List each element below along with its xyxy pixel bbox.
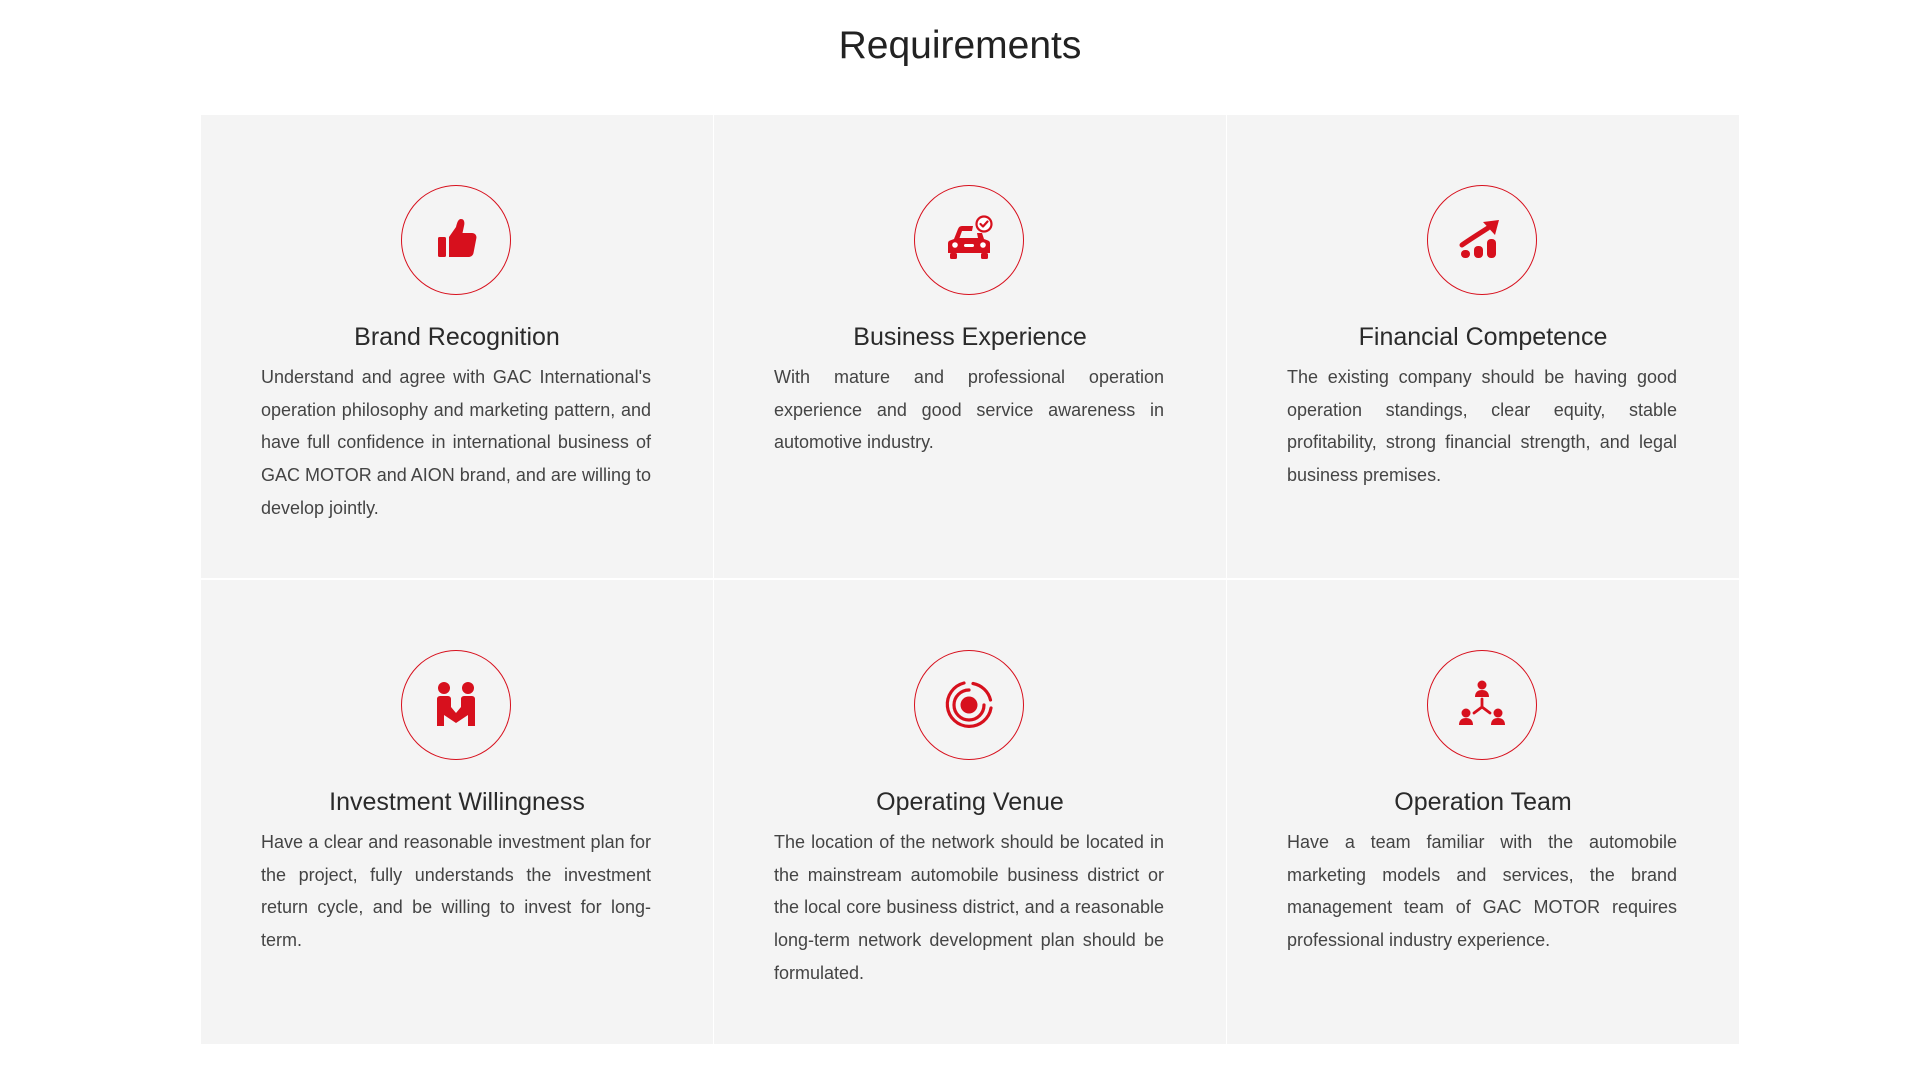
card-description: With mature and professional operation experience and good service awareness in automotive industry. [774,367,1164,453]
growth-chart-icon [1427,185,1537,295]
card-title: Operating Venue [876,788,1064,816]
card-financial-competence [1227,115,1739,578]
card-business-experience [714,115,1226,578]
card-description: Have a team familiar with the automobile marketing models and services, the brand management team of GAC MOTOR requires professional industry experience. [1287,832,1677,951]
requirements-grid [201,115,1739,1044]
card-title: Operation Team [1394,788,1572,816]
card-brand-recognition [201,115,713,578]
card-description: Understand and agree with GAC International's operation philosophy and marketing pattern, and have full confidence in international business of GAC MOTOR and AION brand, and are willing to develop jointly. [261,367,651,518]
page-title: Requirements [838,24,1082,67]
card-operating-venue [714,580,1226,1044]
card-description: The location of the network should be located in the mainstream automobile business district or the local core business district, and a reasonable long-term network development plan should be formulated. [774,832,1164,983]
card-description: The existing company should be having good operation standings, clear equity, stable profitability, strong financial strength, and legal business premises. [1287,367,1677,486]
card-description: Have a clear and reasonable investment plan for the project, fully understands the investment return cycle, and be willing to invest for long-term. [261,832,651,951]
card-investment-willingness [201,580,713,1044]
thumbs-up-icon [401,185,511,295]
card-title: Brand Recognition [354,323,560,351]
card-title: Investment Willingness [329,788,585,816]
team-network-icon [1427,650,1537,760]
handshake-people-icon [401,650,511,760]
card-title: Business Experience [853,323,1087,351]
car-check-icon [914,185,1024,295]
card-operation-team [1227,580,1739,1044]
card-title: Financial Competence [1358,323,1608,351]
target-location-icon [914,650,1024,760]
